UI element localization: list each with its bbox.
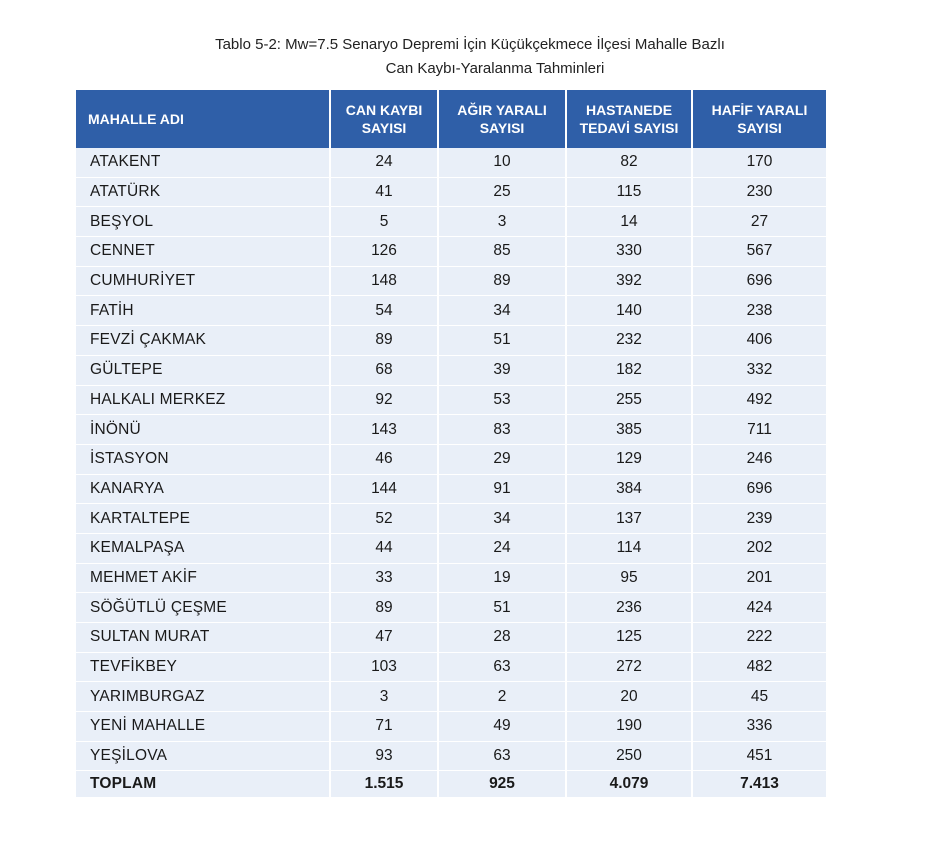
severely-injured-count: 34 — [438, 504, 566, 534]
death-count: 52 — [330, 504, 438, 534]
lightly-injured-count: 424 — [692, 593, 826, 623]
hospital-treatment-count: 190 — [566, 712, 692, 742]
neighborhood-name: MEHMET AKİF — [76, 563, 330, 593]
death-count: 47 — [330, 623, 438, 653]
death-count: 89 — [330, 593, 438, 623]
death-count: 148 — [330, 266, 438, 296]
hospital-treatment-count: 114 — [566, 533, 692, 563]
neighborhood-name: CENNET — [76, 237, 330, 267]
neighborhood-name: ATAKENT — [76, 148, 330, 177]
neighborhood-name: İSTASYON — [76, 444, 330, 474]
death-count: 89 — [330, 326, 438, 356]
lightly-injured-count: 696 — [692, 266, 826, 296]
death-count: 68 — [330, 355, 438, 385]
lightly-injured-count: 711 — [692, 415, 826, 445]
neighborhood-name: GÜLTEPE — [76, 355, 330, 385]
table-row — [76, 148, 826, 177]
lightly-injured-count: 696 — [692, 474, 826, 504]
severely-injured-count: 85 — [438, 237, 566, 267]
table-row — [76, 712, 826, 742]
table-body — [76, 148, 826, 798]
total-lightly-injured-count: 7.413 — [692, 771, 826, 798]
lightly-injured-count: 336 — [692, 712, 826, 742]
lightly-injured-count: 482 — [692, 652, 826, 682]
severely-injured-count: 28 — [438, 623, 566, 653]
header-label-line: HASTANEDE — [585, 102, 673, 118]
total-severely-injured-count: 925 — [438, 771, 566, 798]
total-death-count: 1.515 — [330, 771, 438, 798]
hospital-treatment-count: 392 — [566, 266, 692, 296]
severely-injured-count: 39 — [438, 355, 566, 385]
severely-injured-count: 10 — [438, 148, 566, 177]
hospital-treatment-count: 95 — [566, 563, 692, 593]
death-count: 44 — [330, 533, 438, 563]
hospital-treatment-count: 236 — [566, 593, 692, 623]
neighborhood-name: ATATÜRK — [76, 177, 330, 207]
table-row — [76, 623, 826, 653]
table-row — [76, 682, 826, 712]
severely-injured-count: 2 — [438, 682, 566, 712]
header-label-line: SAYISI — [361, 120, 407, 136]
severely-injured-count: 63 — [438, 741, 566, 771]
lightly-injured-count: 27 — [692, 207, 826, 237]
header-severely-injured — [438, 90, 566, 148]
neighborhood-name: YENİ MAHALLE — [76, 712, 330, 742]
header-label-line: MAHALLE ADI — [88, 111, 184, 127]
death-count: 5 — [330, 207, 438, 237]
lightly-injured-count: 246 — [692, 444, 826, 474]
severely-injured-count: 91 — [438, 474, 566, 504]
table-row — [76, 237, 826, 267]
neighborhood-name: KEMALPAŞA — [76, 533, 330, 563]
neighborhood-name: TEVFİKBEY — [76, 652, 330, 682]
header-hospital-treatment — [566, 90, 692, 148]
header-lightly-injured — [692, 90, 826, 148]
death-count: 24 — [330, 148, 438, 177]
table-header-row — [76, 90, 826, 148]
neighborhood-name: KANARYA — [76, 474, 330, 504]
header-label-line: HAFİF YARALI — [711, 102, 808, 118]
hospital-treatment-count: 272 — [566, 652, 692, 682]
severely-injured-count: 24 — [438, 533, 566, 563]
hospital-treatment-count: 182 — [566, 355, 692, 385]
total-row — [76, 771, 826, 798]
severely-injured-count: 83 — [438, 415, 566, 445]
lightly-injured-count: 238 — [692, 296, 826, 326]
hospital-treatment-count: 250 — [566, 741, 692, 771]
neighborhood-name: SÖĞÜTLÜ ÇEŞME — [76, 593, 330, 623]
lightly-injured-count: 202 — [692, 533, 826, 563]
severely-injured-count: 25 — [438, 177, 566, 207]
severely-injured-count: 63 — [438, 652, 566, 682]
header-label-line: SAYISI — [479, 120, 525, 136]
severely-injured-count: 19 — [438, 563, 566, 593]
neighborhood-name: SULTAN MURAT — [76, 623, 330, 653]
header-label-line: SAYISI — [737, 120, 782, 136]
lightly-injured-count: 567 — [692, 237, 826, 267]
header-deaths — [330, 90, 438, 148]
header-neighborhood — [76, 90, 330, 148]
lightly-injured-count: 222 — [692, 623, 826, 653]
death-count: 144 — [330, 474, 438, 504]
table-row — [76, 741, 826, 771]
severely-injured-count: 34 — [438, 296, 566, 326]
hospital-treatment-count: 140 — [566, 296, 692, 326]
hospital-treatment-count: 82 — [566, 148, 692, 177]
hospital-treatment-count: 232 — [566, 326, 692, 356]
hospital-treatment-count: 255 — [566, 385, 692, 415]
table-row — [76, 444, 826, 474]
severely-injured-count: 51 — [438, 326, 566, 356]
death-count: 93 — [330, 741, 438, 771]
lightly-injured-count: 170 — [692, 148, 826, 177]
casualty-table — [76, 90, 826, 798]
severely-injured-count: 49 — [438, 712, 566, 742]
table-row — [76, 385, 826, 415]
table-row — [76, 504, 826, 534]
neighborhood-name: İNÖNÜ — [76, 415, 330, 445]
table-row — [76, 415, 826, 445]
lightly-injured-count: 230 — [692, 177, 826, 207]
death-count: 143 — [330, 415, 438, 445]
lightly-injured-count: 492 — [692, 385, 826, 415]
total-label: TOPLAM — [76, 771, 330, 798]
neighborhood-name: FEVZİ ÇAKMAK — [76, 326, 330, 356]
death-count: 41 — [330, 177, 438, 207]
hospital-treatment-count: 115 — [566, 177, 692, 207]
hospital-treatment-count: 330 — [566, 237, 692, 267]
table-row — [76, 177, 826, 207]
hospital-treatment-count: 137 — [566, 504, 692, 534]
total-hospital-treatment-count: 4.079 — [566, 771, 692, 798]
table-row — [76, 533, 826, 563]
header-label-line: TEDAVİ SAYISI — [579, 120, 679, 136]
neighborhood-name: BEŞYOL — [76, 207, 330, 237]
hospital-treatment-count: 125 — [566, 623, 692, 653]
death-count: 33 — [330, 563, 438, 593]
neighborhood-name: KARTALTEPE — [76, 504, 330, 534]
lightly-injured-count: 201 — [692, 563, 826, 593]
header-label-line: CAN KAYBI — [345, 102, 423, 118]
table-row — [76, 355, 826, 385]
neighborhood-name: YARIMBURGAZ — [76, 682, 330, 712]
lightly-injured-count: 406 — [692, 326, 826, 356]
severely-injured-count: 51 — [438, 593, 566, 623]
severely-injured-count: 53 — [438, 385, 566, 415]
death-count: 92 — [330, 385, 438, 415]
death-count: 71 — [330, 712, 438, 742]
severely-injured-count: 29 — [438, 444, 566, 474]
death-count: 103 — [330, 652, 438, 682]
hospital-treatment-count: 129 — [566, 444, 692, 474]
hospital-treatment-count: 20 — [566, 682, 692, 712]
table-row — [76, 207, 826, 237]
lightly-injured-count: 451 — [692, 741, 826, 771]
hospital-treatment-count: 385 — [566, 415, 692, 445]
death-count: 46 — [330, 444, 438, 474]
table-row — [76, 563, 826, 593]
neighborhood-name: CUMHURİYET — [76, 266, 330, 296]
caption-line-1: Tablo 5-2: Mw=7.5 Senaryo Depremi İçin Küçükçekmece İlçesi Mahalle Bazlı — [215, 36, 725, 53]
neighborhood-name: YEŞİLOVA — [76, 741, 330, 771]
neighborhood-name: HALKALI MERKEZ — [76, 385, 330, 415]
caption-line-2: Can Kaybı-Yaralanma Tahminleri — [385, 60, 605, 77]
death-count: 126 — [330, 237, 438, 267]
severely-injured-count: 3 — [438, 207, 566, 237]
table-row — [76, 652, 826, 682]
neighborhood-name: FATİH — [76, 296, 330, 326]
table-row — [76, 326, 826, 356]
table-row — [76, 296, 826, 326]
lightly-injured-count: 45 — [692, 682, 826, 712]
hospital-treatment-count: 14 — [566, 207, 692, 237]
severely-injured-count: 89 — [438, 266, 566, 296]
table-row — [76, 593, 826, 623]
header-label-line: AĞIR YARALI — [457, 102, 547, 118]
table-caption — [0, 33, 930, 81]
lightly-injured-count: 332 — [692, 355, 826, 385]
death-count: 3 — [330, 682, 438, 712]
table-row — [76, 474, 826, 504]
lightly-injured-count: 239 — [692, 504, 826, 534]
hospital-treatment-count: 384 — [566, 474, 692, 504]
death-count: 54 — [330, 296, 438, 326]
table-row — [76, 266, 826, 296]
